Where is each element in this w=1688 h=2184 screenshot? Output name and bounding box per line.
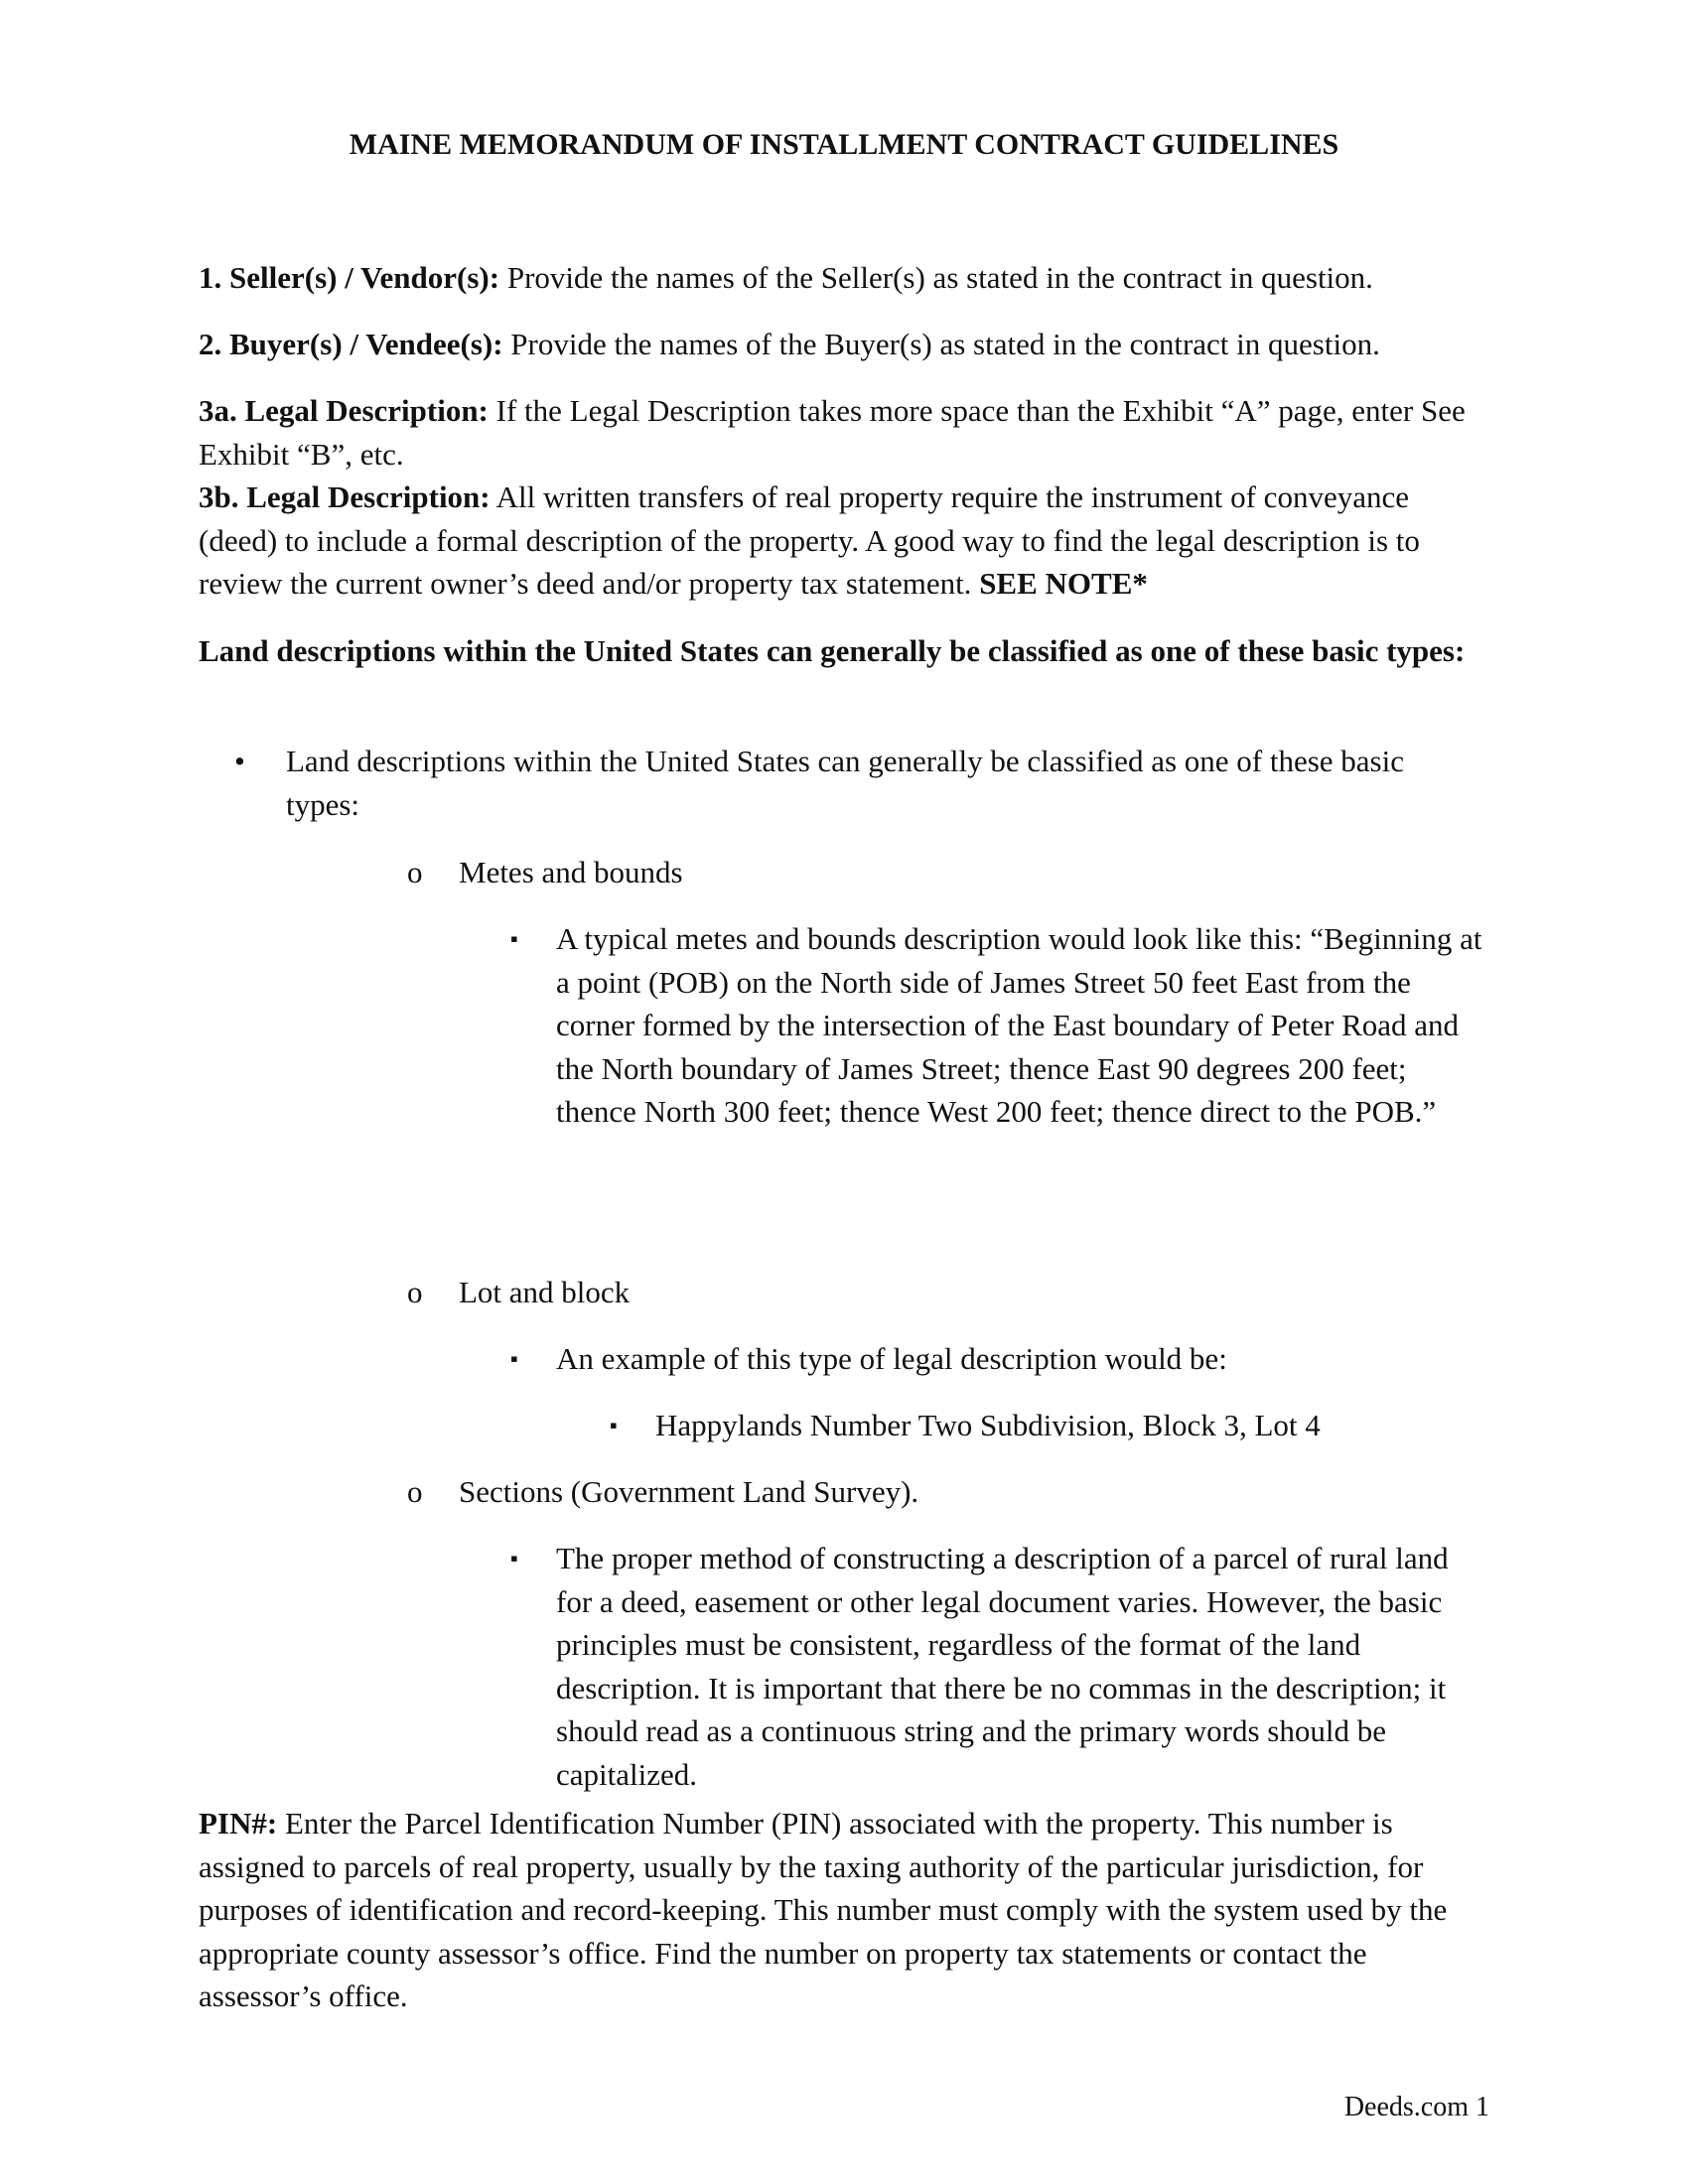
legal-3a-text: If the Legal Description takes more space than the Exhibit “A” page, enter See Exhibit “B”, etc. [199,393,1466,472]
circle-marker: o [407,1474,423,1509]
metes-detail: A typical metes and bounds description would look like this: “Beginning at a point (POB) on the North side of James Street 50 feet East from the corner formed by the intersection of the East boundary of Peter Road and the North boundary of James Street; thence East 90 degrees 200 feet; thence North 300 feet; thence West 200 feet; thence direct to the POB.” [556,921,1482,1129]
pin-text: Enter the Parcel Identification Number (PIN) associated with the property. This number is assigned to parcels of real property, usually by the taxing authority of the particular jurisdiction, for purposes of identification and record-keeping. This number must comply with the system used by the appropriate county assessor’s office. Find the number on property tax statements or contact the assessor’s office. [199,1806,1448,2013]
pin-item [199,1802,1489,2018]
metes-label: Metes and bounds [459,855,683,889]
buyer-item [199,323,1489,366]
legal-3b-item [199,476,1489,606]
buyer-text: Provide the names of the Buyer(s) as stated in the contract in question. [502,327,1380,361]
buyer-label: 2. Buyer(s) / Vendee(s): [199,327,503,361]
square-marker: ▪ [510,926,518,951]
legal-3b-label: 3b. Legal Description: [199,479,491,514]
land-heading: Land descriptions within the United States can generally be classified as one of these basic types: [199,633,1466,668]
page-title: MAINE MEMORANDUM OF INSTALLMENT CONTRACT GUIDELINES [349,128,1339,161]
lot-example: Happylands Number Two Subdivision, Block 3, Lot 4 [655,1408,1321,1442]
seller-text: Provide the names of the Seller(s) as stated in the contract in question. [499,260,1373,295]
bullet-text: Land descriptions within the United States can generally be classified as one of these basic types: [286,744,1404,822]
circle-marker: o [407,1275,423,1309]
lot-detail: An example of this type of legal description would be: [556,1341,1227,1376]
lot-label: Lot and block [459,1275,631,1309]
bullet-marker: • [234,744,245,778]
pin-label: PIN#: [199,1806,278,1841]
page-footer: Deeds.com 1 [1343,2092,1489,2122]
see-note: SEE NOTE* [979,566,1148,601]
circle-marker: o [407,855,423,889]
square-marker: ▪ [510,1546,518,1570]
square-marker: ▪ [610,1413,618,1437]
legal-3b-text: All written transfers of real property require the instrument of conveyance (deed) to include a formal description of the property. A good way to find the legal description is to review the current owner’s deed and/or property tax statement. [199,479,1420,601]
seller-label: 1. Seller(s) / Vendor(s): [199,260,500,295]
sections-label: Sections (Government Land Survey). [459,1474,919,1509]
sections-detail: The proper method of constructing a description of a parcel of rural land for a deed, easement or other legal document varies. However, the basic principles must be consistent, regardless of the format of the land description. It is important that there be no commas in the description; it should read as a continuous string and the primary words should be capitalized. [556,1541,1449,1792]
square-marker: ▪ [510,1346,518,1371]
legal-3a-item [199,389,1489,476]
seller-item [199,256,1489,300]
legal-3a-label: 3a. Legal Description: [199,393,489,428]
